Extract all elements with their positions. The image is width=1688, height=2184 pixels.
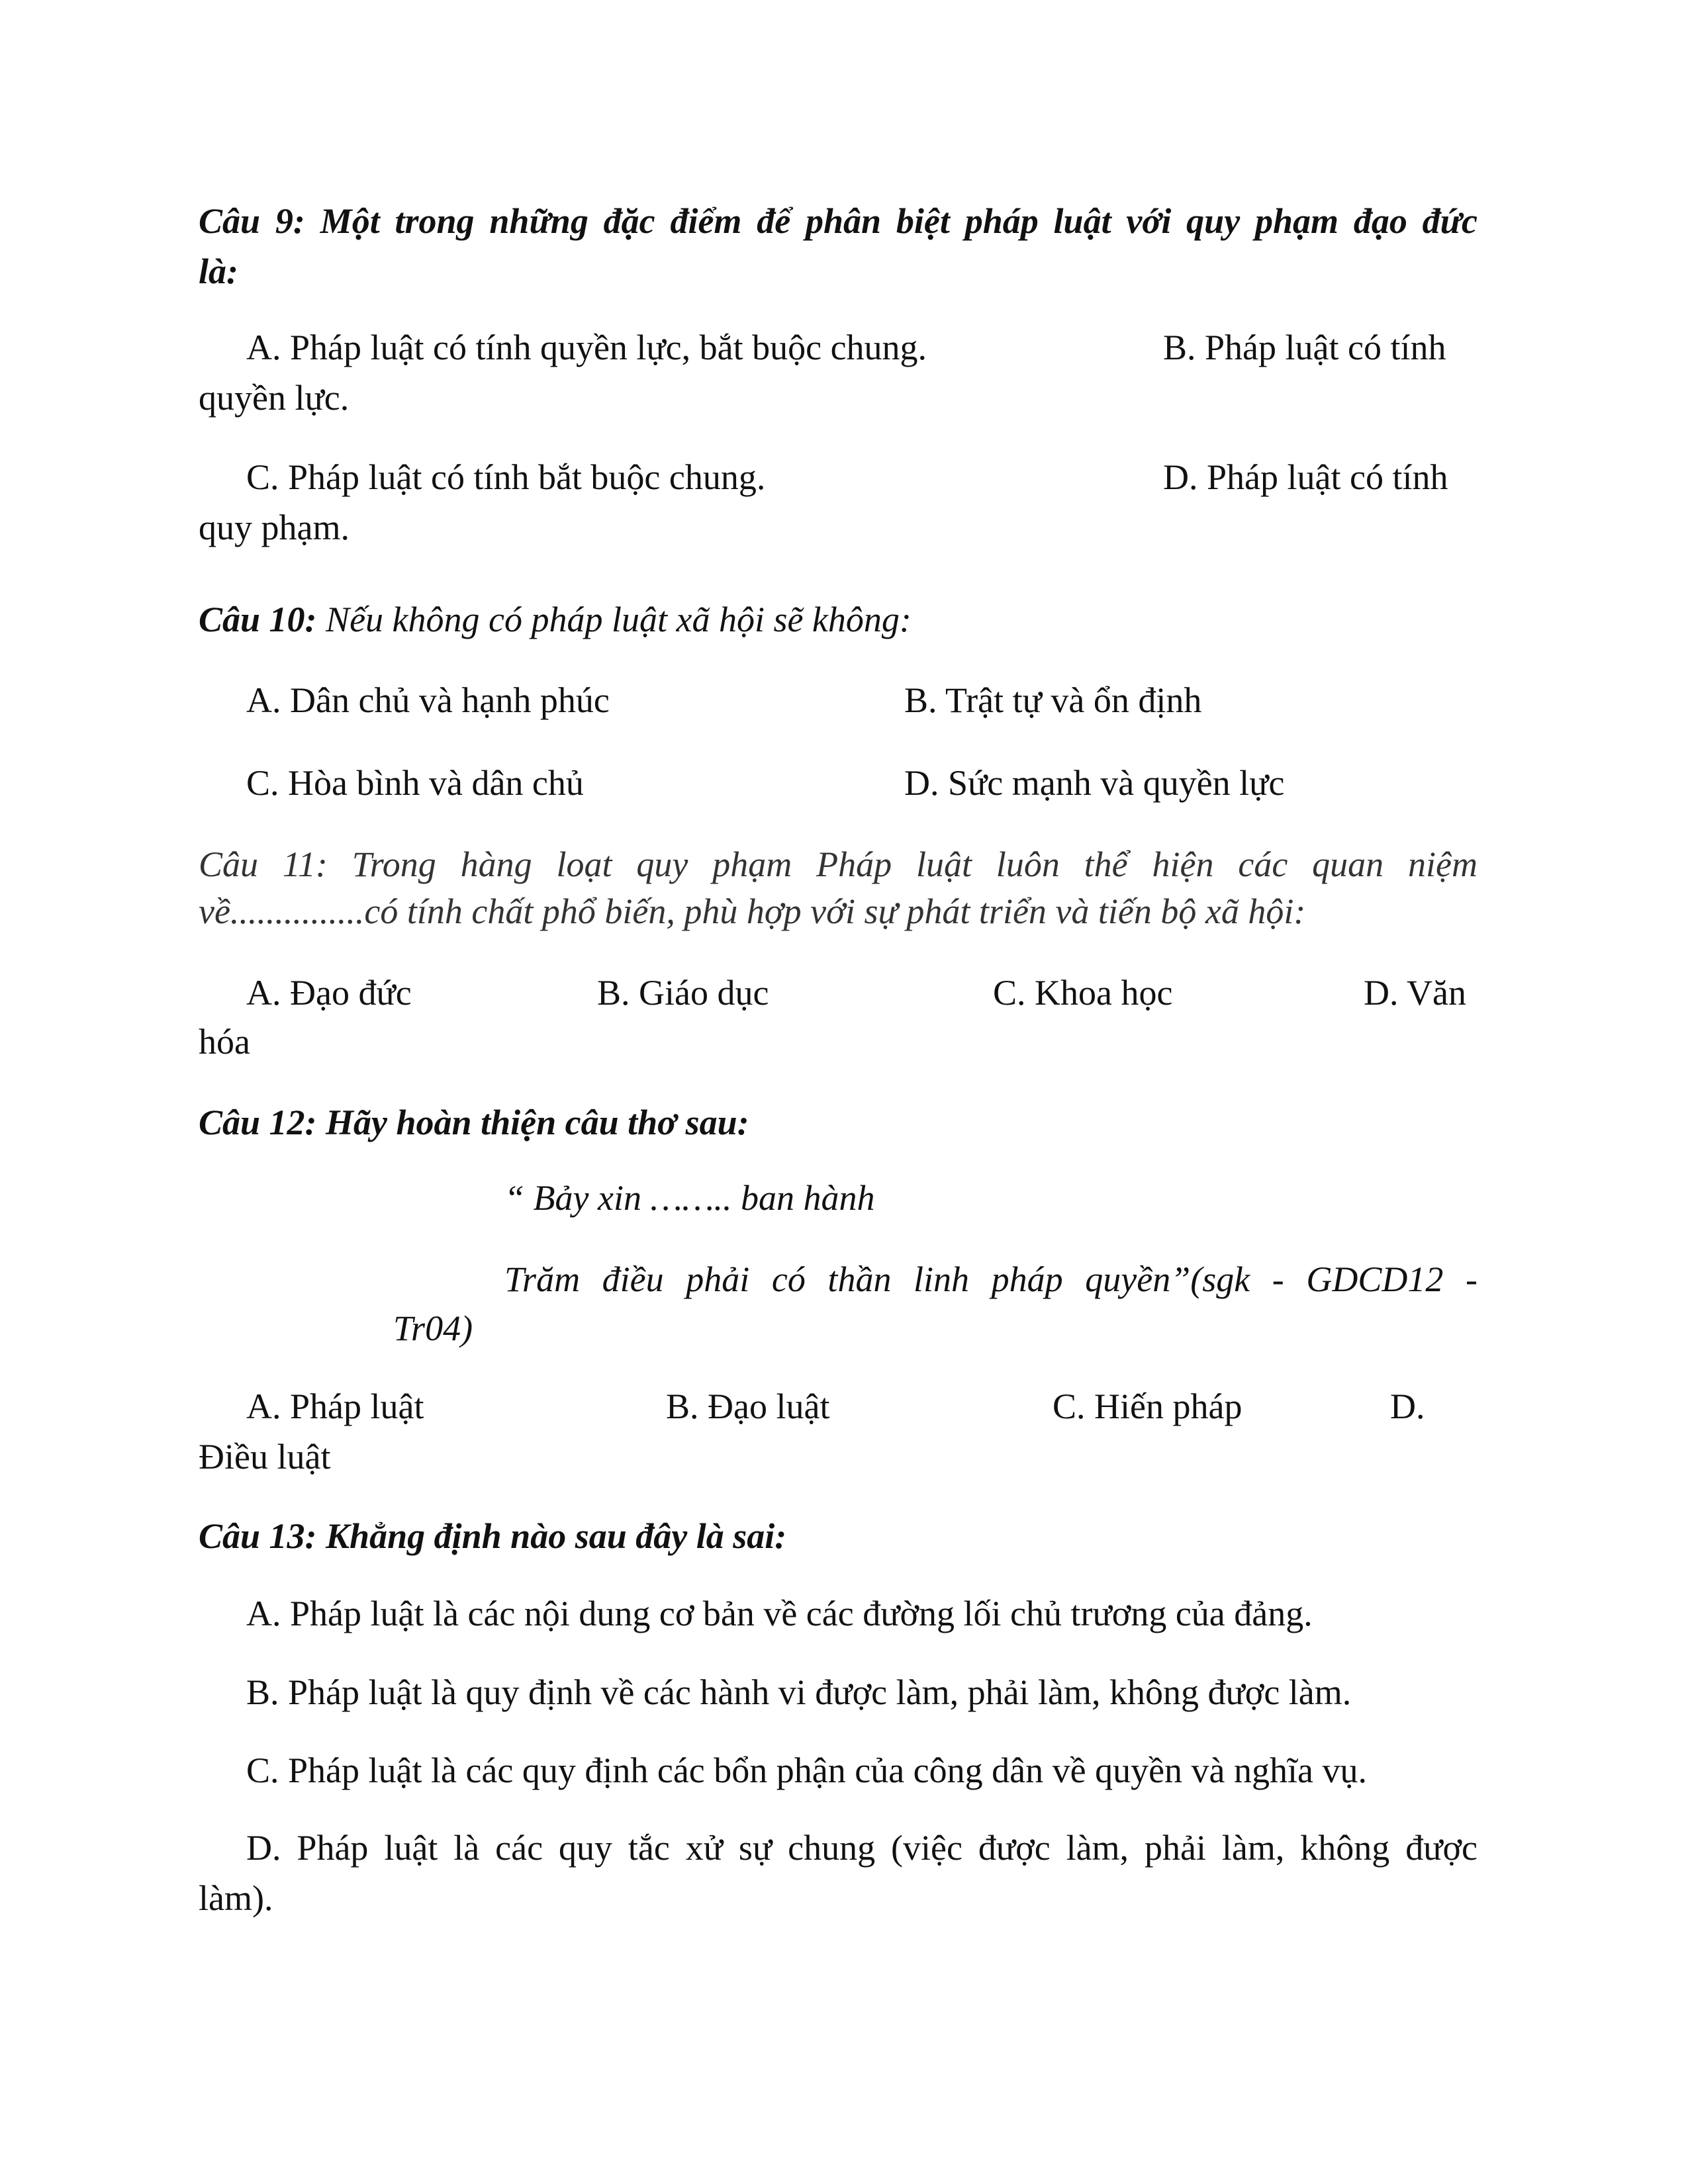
q9-option-d: D. Pháp luật có tính <box>1163 457 1448 497</box>
question-11-text: Câu 11: Trong hàng loạt quy phạm Pháp luật luôn thể hiện các quan niệm <box>199 844 1477 884</box>
q9-option-d-cont: quy phạm. <box>199 508 350 547</box>
q13-option-d-cont: làm). <box>199 1878 273 1918</box>
question-10-title <box>199 594 912 645</box>
q11-option-b: B. Giáo dục <box>597 973 769 1013</box>
q11-option-d: D. Văn <box>1364 973 1466 1013</box>
q11-option-a: A. Đạo đức <box>246 973 412 1013</box>
poem-line-3: Tr04) <box>393 1308 473 1348</box>
q13-option-a: A. Pháp luật là các nội dung cơ bản về các đường lối chủ trương của đảng. <box>246 1594 1313 1633</box>
poem-line-1: “ Bảy xin …….. ban hành <box>504 1178 875 1218</box>
q13-option-d: D. Pháp luật là các quy tắc xử sự chung (việc được làm, phải làm, không được <box>246 1828 1477 1868</box>
q12-option-d: D. <box>1390 1387 1425 1426</box>
q12-option-c: C. Hiến pháp <box>1053 1387 1243 1426</box>
q10-option-b: B. Trật tự và ổn định <box>904 680 1202 720</box>
question-13-title: Câu 13: Khẳng định nào sau đây là sai: <box>199 1516 787 1556</box>
q10-option-a: A. Dân chủ và hạnh phúc <box>246 680 610 720</box>
q9-option-b-cont: quyền lực. <box>199 378 350 418</box>
q11-option-d-cont: hóa <box>199 1022 250 1062</box>
q12-option-b: B. Đạo luật <box>666 1387 830 1426</box>
q13-option-b: B. Pháp luật là quy định về các hành vi được làm, phải làm, không được làm. <box>246 1672 1352 1712</box>
question-9-title-cont: là: <box>199 251 238 291</box>
question-10-label: Câu 10: <box>199 600 317 639</box>
question-11-text-cont: về...............có tính chất phổ biến, phù hợp với sự phát triển và tiến bộ xã hội: <box>199 891 1306 931</box>
question-10-text: Nếu không có pháp luật xã hội sẽ không: <box>316 600 912 639</box>
q12-option-d-cont: Điều luật <box>199 1437 331 1477</box>
q10-option-c: C. Hòa bình và dân chủ <box>246 763 584 803</box>
q9-option-b: B. Pháp luật có tính <box>1163 328 1446 367</box>
poem-line-2: Trăm điều phải có thần linh pháp quyền”(sgk - GDCD12 - <box>504 1259 1477 1299</box>
q10-option-d: D. Sức mạnh và quyền lực <box>904 763 1285 803</box>
q9-option-c: C. Pháp luật có tính bắt buộc chung. <box>246 457 766 497</box>
question-9-title: Câu 9: Một trong những đặc điểm để phân biệt pháp luật với quy phạm đạo đức <box>199 201 1477 241</box>
q12-option-a: A. Pháp luật <box>246 1387 424 1426</box>
q13-option-c: C. Pháp luật là các quy định các bổn phận của công dân về quyền và nghĩa vụ. <box>246 1751 1367 1790</box>
q9-option-a: A. Pháp luật có tính quyền lực, bắt buộc chung. <box>246 328 927 367</box>
question-12-title: Câu 12: Hãy hoàn thiện câu thơ sau: <box>199 1103 749 1142</box>
q11-option-c: C. Khoa học <box>993 973 1173 1013</box>
